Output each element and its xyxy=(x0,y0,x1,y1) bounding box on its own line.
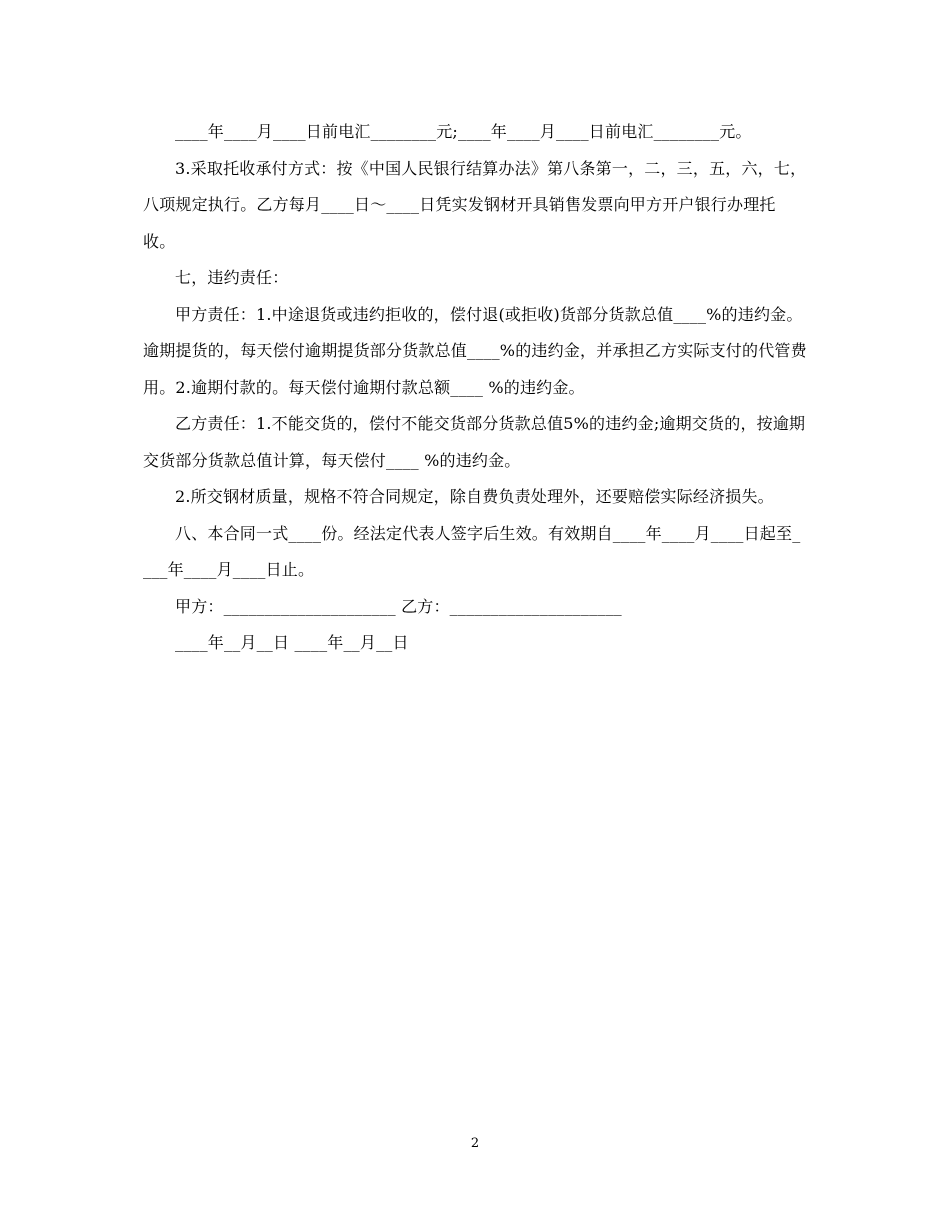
page-number: 2 xyxy=(470,1136,480,1151)
paragraph-quality-compensation: 2.所交钢材质量，规格不符合同规定，除自费负责处理外，还要赔偿实际经济损失。 xyxy=(175,487,774,506)
paragraph-payment-schedule: ____年____月____日前电汇________元;____年____月____日前电汇________元。 xyxy=(175,122,752,141)
document-body xyxy=(143,114,807,662)
signature-date-line: ____年__月__日 ____年__月__日 xyxy=(175,633,409,652)
section-heading-liability: 七，违约责任： xyxy=(175,268,289,287)
paragraph-party-a-liability: 甲方责任：1.中途退货或违约拒收的，偿付退(或拒收)货部分货款总值____%的违约金。逾期提货的，每天偿付逾期提货部分货款总值____%的违约金，并承担乙方实际支付的代管费用。2.逾期付款的。每天偿付逾期付款总额____ %的违约金。 xyxy=(143,304,807,397)
paragraph-collection-method: 3.采取托收承付方式：按《中国人民银行结算办法》第八条第一，二，三，五，六，七，八项规定执行。乙方每月____日～____日凭实发钢材开具销售发票向甲方开户银行办理托收。 xyxy=(143,158,807,251)
signature-line: 甲方：_____________________ 乙方：_____________________ xyxy=(175,596,622,616)
paragraph-party-b-liability: 乙方责任：1.不能交货的，偿付不能交货部分货款总值5%的违约金;逾期交货的，按逾期交货部分货款总值计算，每天偿付____ %的违约金。 xyxy=(143,414,806,470)
paragraph-contract-validity: 八、本合同一式____份。经法定代表人签字后生效。有效期自____年____月____日起至____年____月____日止。 xyxy=(143,523,801,579)
